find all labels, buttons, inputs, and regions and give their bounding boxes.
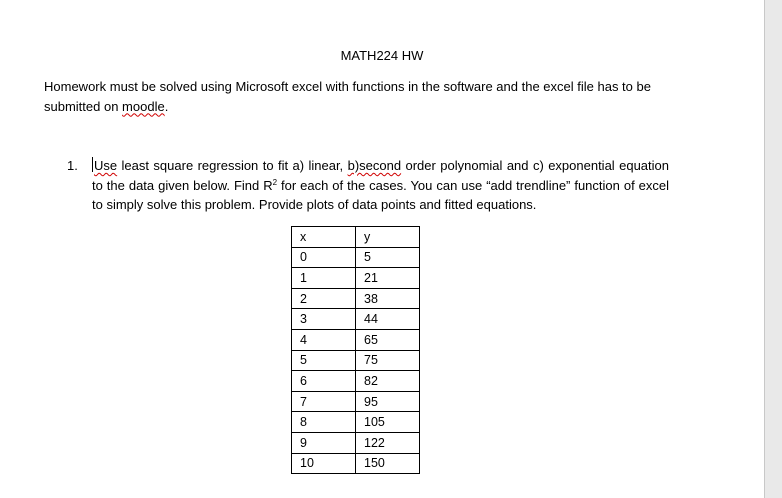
table-row xyxy=(292,329,420,350)
question-text-part: for each of the cases. You can use “add trendline” function of excel to simply solve this problem. Provide plots of data points and fitted equations. xyxy=(92,177,669,212)
spellcheck-word-moodle[interactable]: moodle xyxy=(122,98,165,114)
table-cell-y[interactable]: 21 xyxy=(356,268,420,289)
table-cell-y[interactable]: 105 xyxy=(356,412,420,433)
question-number: 1. xyxy=(67,158,78,173)
intro-end: . xyxy=(164,98,169,114)
table-cell-y[interactable]: 38 xyxy=(356,288,420,309)
r-squared-superscript: 2 xyxy=(272,177,278,187)
table-cell-x[interactable]: 7 xyxy=(292,391,356,412)
table-row xyxy=(292,412,420,433)
table-cell-x[interactable]: 5 xyxy=(292,350,356,371)
table-header-row xyxy=(292,227,420,248)
question-text-part: least square regression to fit a) linear, xyxy=(117,158,348,173)
spellcheck-word-bsecond[interactable]: b)second xyxy=(347,158,402,173)
spellcheck-word-use[interactable]: Use xyxy=(94,158,118,173)
table-row xyxy=(292,309,420,330)
question-text xyxy=(92,156,669,215)
table-cell-x[interactable]: 2 xyxy=(292,288,356,309)
text-cursor xyxy=(92,157,93,172)
table-cell-y[interactable]: 82 xyxy=(356,371,420,392)
table-cell-y[interactable]: 5 xyxy=(356,247,420,268)
table-cell-y[interactable]: 122 xyxy=(356,432,420,453)
table-cell-x[interactable]: 4 xyxy=(292,329,356,350)
window-right-edge xyxy=(764,0,782,498)
table-cell-y[interactable]: 95 xyxy=(356,391,420,412)
table-row xyxy=(292,247,420,268)
table-row xyxy=(292,268,420,289)
table-cell-x[interactable]: 0 xyxy=(292,247,356,268)
table-cell-x[interactable]: 3 xyxy=(292,309,356,330)
table-cell-x[interactable]: 6 xyxy=(292,371,356,392)
table-row xyxy=(292,350,420,371)
table-cell-y[interactable]: 150 xyxy=(356,453,420,474)
data-table xyxy=(291,226,420,474)
table-row xyxy=(292,288,420,309)
table-row xyxy=(292,371,420,392)
table-cell-y[interactable]: 65 xyxy=(356,329,420,350)
table-cell-x[interactable]: 8 xyxy=(292,412,356,433)
table-cell-y[interactable]: 44 xyxy=(356,309,420,330)
table-cell-x[interactable]: 10 xyxy=(292,453,356,474)
table-row xyxy=(292,391,420,412)
table-header-x[interactable]: x xyxy=(292,227,356,248)
table-row xyxy=(292,453,420,474)
table-cell-x[interactable]: 1 xyxy=(292,268,356,289)
intro-paragraph xyxy=(44,77,684,116)
intro-text: Homework must be solved using Microsoft excel with functions in the software and the excel file has to be submitted on xyxy=(44,79,651,114)
table-header-y[interactable]: y xyxy=(356,227,420,248)
table-cell-y[interactable]: 75 xyxy=(356,350,420,371)
table-row xyxy=(292,432,420,453)
question-text-part: order polynomial and c) exponential equation to the data given below. Find R xyxy=(92,158,669,193)
table-cell-x[interactable]: 9 xyxy=(292,432,356,453)
document-title: MATH224 HW xyxy=(340,48,424,63)
